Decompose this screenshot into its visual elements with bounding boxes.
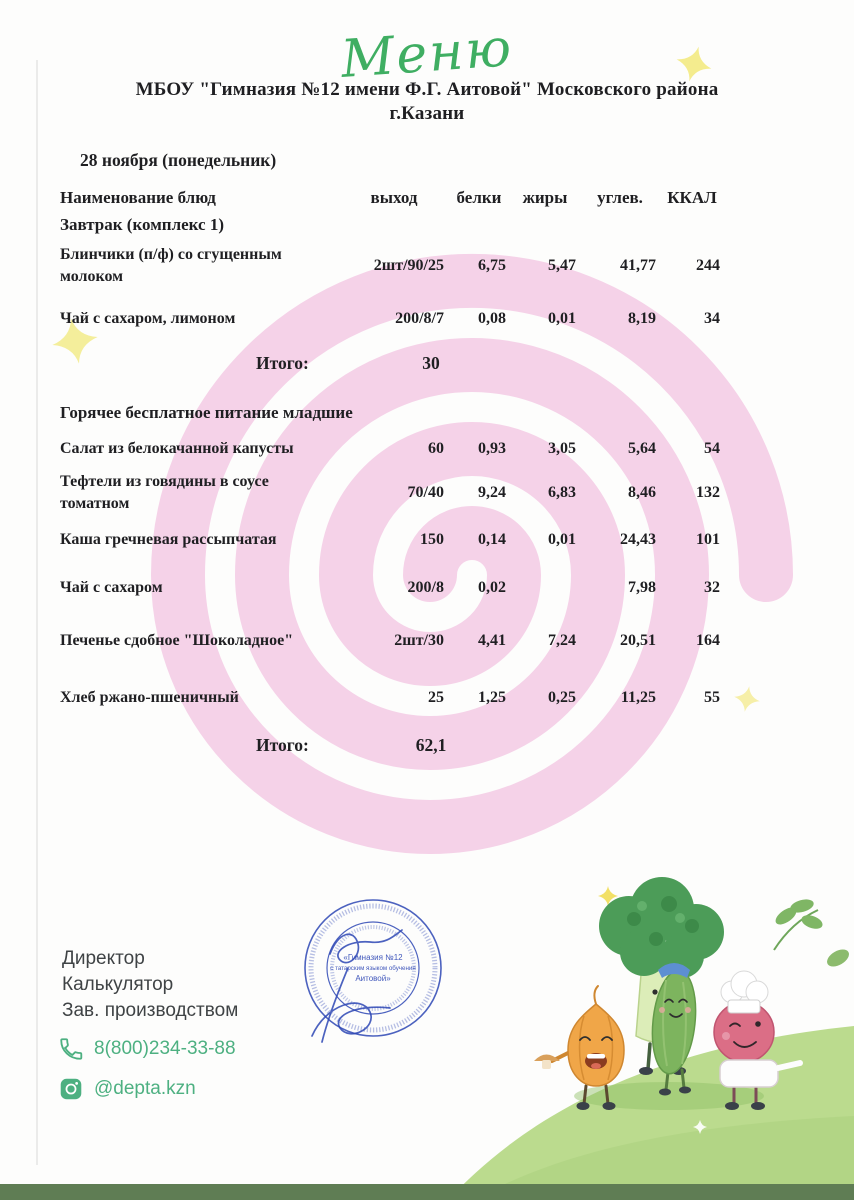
fat-value: 0,25	[548, 689, 576, 706]
official-stamp	[278, 876, 468, 1076]
bottom-green-strip	[0, 1184, 854, 1200]
carbs-value: 41,77	[620, 257, 656, 274]
table-row	[60, 613, 728, 669]
footer-roles	[62, 946, 238, 1024]
protein-value: 0,08	[478, 310, 506, 327]
phone-row	[58, 1036, 236, 1062]
stamp-text-line3: Аитовой»	[355, 974, 391, 983]
sparkle-icon	[763, 1051, 816, 1104]
kcal-value: 244	[696, 257, 720, 274]
vegetable-characters-illustration	[434, 864, 854, 1200]
fat-value: 7,24	[548, 632, 576, 649]
fat-value: 0,01	[548, 310, 576, 327]
portion-value: 200/8	[407, 579, 444, 596]
portion-value: 60	[428, 440, 444, 457]
carbs-value: 8,46	[628, 484, 656, 501]
dish-name: Тефтели из говядины в соусе томатном	[60, 473, 269, 512]
dish-name: Хлеб ржано-пшеничный	[60, 689, 239, 706]
carbs-value: 20,51	[620, 632, 656, 649]
dish-name: Салат из белокачанной капусты	[60, 440, 294, 457]
table-row	[60, 671, 728, 725]
portion-value: 25	[428, 689, 444, 706]
protein-value: 9,24	[478, 484, 506, 501]
carbs-value: 8,19	[628, 310, 656, 327]
protein-value: 1,25	[478, 689, 506, 706]
table-row	[60, 429, 728, 469]
col-header-dish: Наименование блюд	[60, 188, 216, 207]
sparkle-icon	[693, 1120, 707, 1134]
totals-row	[60, 731, 728, 763]
leaves-decoration	[773, 897, 852, 970]
green-hill	[448, 1026, 854, 1200]
protein-value: 0,02	[478, 579, 506, 596]
portion-value: 70/40	[407, 484, 444, 501]
stamp-text-line2: с татарским языком обучения	[330, 965, 416, 972]
kcal-value: 32	[704, 579, 720, 596]
instagram-row	[58, 1076, 196, 1102]
kcal-value: 54	[704, 440, 720, 457]
protein-value: 4,41	[478, 632, 506, 649]
table-row	[60, 563, 728, 613]
phone-icon	[58, 1036, 84, 1062]
dish-name: Печенье сдобное "Шоколадное"	[60, 632, 294, 649]
totals-row	[60, 349, 728, 381]
protein-value: 0,93	[478, 440, 506, 457]
dish-name: Каша гречневая рассыпчатая	[60, 531, 277, 548]
kcal-value: 55	[704, 689, 720, 706]
fat-value: 6,83	[548, 484, 576, 501]
protein-value: 0,14	[478, 531, 506, 548]
col-header-carbs: углев.	[597, 188, 643, 207]
col-header-fat: жиры	[522, 188, 568, 207]
instagram-handle: @depta.kzn	[94, 1078, 196, 1099]
portion-value: 150	[420, 531, 444, 548]
menu-table	[60, 185, 728, 763]
totals-value: 30	[422, 353, 440, 373]
kcal-value: 164	[696, 632, 720, 649]
table-row	[60, 469, 728, 517]
fat-value: 3,05	[548, 440, 576, 457]
totals-label: Итого:	[256, 353, 309, 373]
dish-name: Чай с сахаром, лимоном	[60, 310, 236, 327]
role-line: Калькулятор	[62, 974, 174, 995]
menu-script-title: Меню	[339, 18, 515, 90]
kcal-value: 34	[704, 310, 720, 327]
cucumber-character	[648, 963, 701, 1096]
document-title-line2: г.Казани	[389, 103, 465, 124]
col-header-kcal: ККАЛ	[667, 188, 717, 207]
portion-value: 200/8/7	[395, 310, 444, 327]
carbs-value: 5,64	[628, 440, 656, 457]
role-line: Директор	[62, 948, 145, 969]
dish-name: Чай с сахаром	[60, 579, 163, 596]
role-line: Зав. производством	[62, 1000, 239, 1021]
carbs-value: 11,25	[620, 689, 656, 706]
table-header-row	[60, 185, 728, 211]
fat-value: 0,01	[548, 531, 576, 548]
col-header-protein: белки	[456, 188, 502, 207]
table-row	[60, 517, 728, 563]
table-row	[60, 239, 728, 293]
portion-value: 2шт/30	[394, 632, 444, 649]
section-title-free-hot-meals: Горячее бесплатное питание младшие	[60, 403, 353, 422]
stamp-text-line1: «Гимназия №12	[343, 953, 403, 962]
signature	[312, 930, 402, 1042]
sparkle-icon	[598, 886, 618, 906]
kcal-value: 101	[696, 531, 720, 548]
onion-character	[534, 986, 624, 1110]
instagram-icon	[58, 1076, 84, 1102]
dish-name: Блинчики (п/ф) со сгущенным молоком	[60, 246, 282, 285]
fat-value: 5,47	[548, 257, 576, 274]
kcal-value: 132	[696, 484, 720, 501]
section-title-breakfast: Завтрак (комплекс 1)	[60, 215, 224, 234]
portion-value: 2шт/90/25	[373, 257, 444, 274]
table-row	[60, 293, 728, 345]
document-title	[0, 78, 854, 126]
carbs-value: 7,98	[628, 579, 656, 596]
totals-label: Итого:	[256, 735, 309, 755]
document-title-line1: МБОУ "Гимназия №12 имени Ф.Г. Аитовой" Московского района	[135, 79, 719, 100]
phone-number: 8(800)234-33-88	[94, 1038, 236, 1059]
col-header-portion: выход	[370, 188, 418, 207]
broccoli-character	[599, 877, 724, 1075]
totals-value: 62,1	[415, 735, 447, 755]
protein-value: 6,75	[478, 257, 506, 274]
menu-date: 28 ноября (понедельник)	[80, 150, 277, 170]
carbs-value: 24,43	[620, 531, 656, 548]
